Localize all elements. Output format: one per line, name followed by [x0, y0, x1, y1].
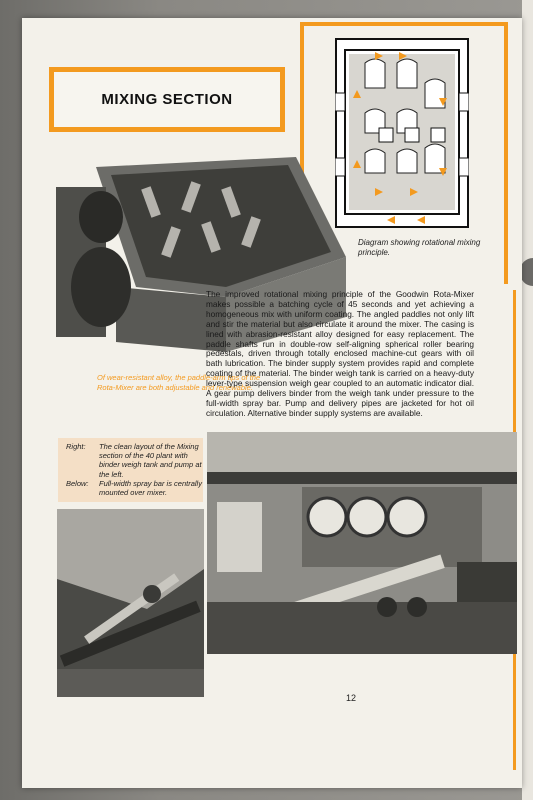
- mixer-photo-caption: Of wear-resistant alloy, the paddle-arm tips of the Rota-Mixer are both adjustable and renewable.: [97, 373, 261, 392]
- caption-right-text: The clean layout of the Mixing section of the 40 plant with binder weigh tank and pump at the left.: [99, 442, 202, 479]
- orange-rule-vertical-right: [504, 22, 508, 284]
- section-title-box: [49, 67, 285, 132]
- section-title: MIXING SECTION: [101, 91, 233, 108]
- spray-bar-photo: [57, 509, 204, 697]
- orange-rule-top: [300, 22, 508, 26]
- caption-right-label: Right:: [66, 442, 86, 451]
- diagram-caption: Diagram showing rotational mixing principle.: [358, 238, 481, 257]
- caption-below-label: Below:: [66, 479, 89, 488]
- photo-captions-panel: [58, 438, 203, 502]
- caption-below-text: Full-width spray bar is centrally mounted over mixer.: [99, 479, 202, 498]
- page-number: 12: [346, 693, 357, 703]
- body-text: The improved rotational mixing principle of the Goodwin Rota-Mixer makes possible a batching cycle of 45 seconds and yet achieving a homogeneous mix with uniform coating. The angled paddles not only lift and stir the material but also circulate it around the mixer. The casing is lined with abrasion-resistant alloy designed for easy replacement. The paddle shafts run in double-row self-aligning spherical roller bearing pedestals, driven through totally enclosed machine-cut gears with oil bath lubrication. The binder supply system provides rapid and complete coating of the material. The binder weigh tank is carried on a heavy-duty lever-type suspension weigh gear coupled to an automatic indicator dial. A gear pump delivers binder from the weigh tank under pressure to the full-width spray bar. Pump and delivery pipes are jacketed for hot oil circulation. Alternative binder supply systems are available.: [206, 289, 474, 418]
- mixing-section-layout-photo: [207, 432, 517, 654]
- mixing-diagram: [335, 38, 469, 228]
- next-page-edge: [522, 0, 533, 800]
